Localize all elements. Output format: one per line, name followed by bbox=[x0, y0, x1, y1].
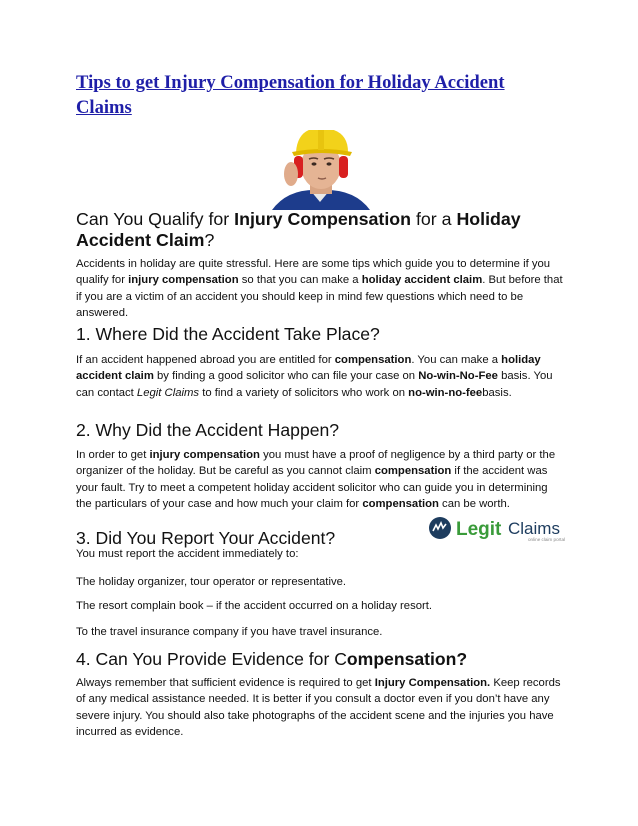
section-4-paragraph: Always remember that sufficient evidence is required to get Injury Compensation. Keep records of any medical assistance needed. It is better if you consult a doctor even if you don’t have any severe injury. You should also take photographs of the accident scene and the injuries you have incurred as evidence. bbox=[76, 677, 561, 739]
section-3-intro: You must report the accident immediately to: bbox=[76, 548, 299, 560]
section-1-paragraph: If an accident happened abroad you are entitled for compensation. You can make a holiday accident claim by finding a good solicitor who can file your case on No-win-No-Fee basis. You can contact Legit Claims to find a variety of solicitors who work on no-win-no-feebasis. bbox=[76, 354, 553, 399]
section-2-heading: 2. Why Did the Accident Happen? bbox=[76, 420, 340, 440]
section-2-paragraph: In order to get injury compensation you must have a proof of negligence by a third party or the organizer of the holiday. But be careful as you cannot claim compensation if the accident was your fault. Try to meet a competent holiday accident solicitor who can guide you in determining the particulars of your case and how much your claim for compensation can be worth. bbox=[76, 449, 556, 511]
page-title[interactable]: Tips to get Injury Compensation for Holiday Accident Claims bbox=[76, 72, 505, 118]
logo-brand-claims: Claims bbox=[508, 519, 560, 538]
section-1-heading: 1. Where Did the Accident Take Place? bbox=[76, 324, 380, 344]
legit-claims-logo bbox=[428, 514, 566, 542]
worker-helmet-image bbox=[258, 130, 382, 210]
intro-heading: Can You Qualify for Injury Compensation for a Holiday Accident Claim? bbox=[76, 209, 521, 250]
report-item-insurance: To the travel insurance company if you have travel insurance. bbox=[76, 626, 383, 638]
intro-paragraph: Accidents in holiday are quite stressful. Here are some tips which guide you to determine if you qualify for injury compensation so that you can make a holiday accident claim. But before that if you are a victim of an accident you should keep in mind few questions which need to be answered. bbox=[76, 258, 563, 320]
logo-brand-legit: Legit bbox=[456, 519, 502, 540]
section-3-heading: 3. Did You Report Your Accident? bbox=[76, 528, 336, 548]
report-item-resort: The resort complain book – if the accident occurred on a holiday resort. bbox=[76, 600, 433, 612]
report-item-organizer: The holiday organizer, tour operator or representative. bbox=[76, 576, 347, 588]
section-4-heading: 4. Can You Provide Evidence for Compensation? bbox=[76, 649, 468, 669]
logo-tagline: online claim portal bbox=[528, 537, 566, 542]
